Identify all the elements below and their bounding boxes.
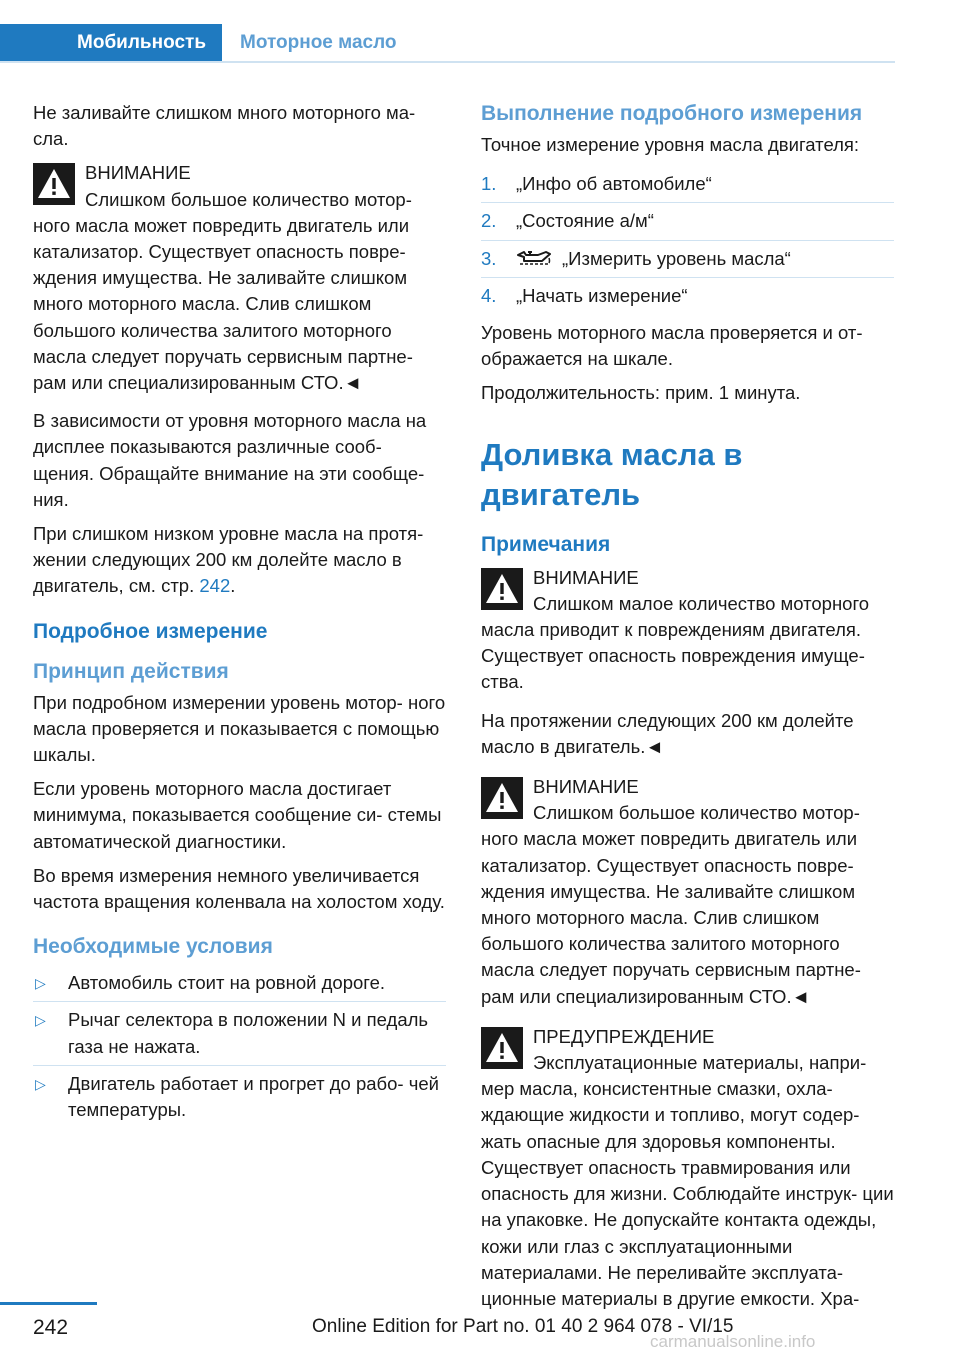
bullet-arrow-icon: ▷ <box>35 1012 46 1029</box>
list-item <box>33 1002 446 1065</box>
chapter-heading: Доливка масла в двигатель <box>481 436 743 512</box>
paragraph-text: При слишком низком уровне масла на протя- жении следующих 200 км долейте масло в двигатель, см. стр. <box>33 523 424 597</box>
list-item-text: Рычаг селектора в положении N и педаль газа не нажата. <box>68 1009 429 1057</box>
list-item <box>33 965 446 1002</box>
page-reference-link[interactable]: 242 <box>199 575 231 597</box>
list-item <box>481 166 894 203</box>
step-text: „Измерить уровень масла“ <box>562 247 791 269</box>
warning-box <box>481 565 894 696</box>
warning-triangle-icon <box>481 777 523 819</box>
step-number: 3. <box>481 247 497 269</box>
bullet-arrow-icon: ▷ <box>35 975 46 992</box>
warning-triangle-icon <box>33 163 75 205</box>
warning-title: ВНИМАНИЕ <box>85 162 191 184</box>
page-header <box>0 0 895 62</box>
warning-triangle-icon <box>481 568 523 610</box>
paragraph: Если уровень моторного масла достигает минимума, показывается сообщение си- стемы автоматической диагностики. <box>33 778 442 852</box>
section-heading: Примечания <box>481 532 611 556</box>
paragraph: На протяжении следующих 200 км долейте масло в двигатель.◄ <box>481 709 854 757</box>
warning-box <box>481 774 894 1010</box>
warning-text: Эксплуатационные материалы, напри- мер масла, консистентные смазки, охла- ждающие жидкости и топливо, могут содер- жать опасные для здоровья компоненты. Существует опасность травмирования или опасность для жизни. Соблюдайте инструк- ции на упаковке. Не допускайте контакта одежды, кожи или глаз с эксплуатационными материалами. Не переливайте эксплуата- ционные материалы в другие емкости. Хра- <box>481 1052 894 1309</box>
list-item <box>481 278 894 314</box>
paragraph: Уровень моторного масла проверяется и от- ображается на шкале. <box>481 322 863 370</box>
subsection-heading: Принцип действия <box>33 659 229 683</box>
steps-list <box>481 166 894 314</box>
warning-text: Слишком малое количество моторного масла приводит к повреждениям двигателя. Существует опасность повреждения имуще- ства. <box>481 592 870 693</box>
header-divider <box>0 61 895 63</box>
list-item-text: Автомобиль стоит на ровной дороге. <box>68 972 386 994</box>
paragraph <box>33 521 446 600</box>
watermark: carmanualsonline.info <box>650 1332 816 1351</box>
list-item <box>33 1066 446 1128</box>
warning-box <box>481 1024 894 1312</box>
section-heading: Выполнение подробного измерения <box>481 102 863 125</box>
paragraph-end: . <box>230 575 236 597</box>
paragraph: Точное измерение уровня масла двигателя: <box>481 134 860 155</box>
paragraph: Не заливайте слишком много моторного ма- сла. <box>33 102 416 150</box>
footer-divider <box>0 1302 97 1305</box>
paragraph: Во время измерения немного увеличивается частота вращения коленвала на холостом ходу. <box>33 864 445 913</box>
step-text: „Инфо об автомобиле“ <box>516 173 712 195</box>
subsection-heading: Необходимые условия <box>33 935 273 959</box>
bullet-arrow-icon: ▷ <box>35 1075 46 1092</box>
warning-triangle-icon <box>481 1027 523 1069</box>
oil-can-icon <box>516 249 552 267</box>
step-number: 2. <box>481 210 497 232</box>
step-text: „Состояние а/м“ <box>516 210 654 232</box>
warning-text: Слишком большое количество мотор- ного масла может повредить двигатель или катализатор. Существует опасность повре- ждения имущества. Не заливайте слишком много моторного масла. Слив слишком большого количества залитого моторного масла следует поручать сервисным партне- рам или специализированным СТО.◄ <box>33 188 413 394</box>
warning-box <box>33 160 446 396</box>
section-tab-engine-oil: Моторное масло <box>240 32 397 53</box>
right-column <box>481 100 894 1324</box>
page-number: 242 <box>33 1316 69 1339</box>
edition-note: Online Edition for Part no. 01 40 2 964 078 - VI/15 <box>312 1316 734 1337</box>
list-item-text: Двигатель работает и прогрет до рабо- чей температуры. <box>68 1072 439 1121</box>
step-number: 4. <box>481 284 497 306</box>
conditions-list <box>33 965 446 1128</box>
warning-title: ПРЕДУПРЕЖДЕНИЕ <box>533 1025 715 1047</box>
warning-text: Слишком большое количество мотор- ного масла может повредить двигатель или катализатор. Существует опасность повре- ждения имущества. Не заливайте слишком много моторного масла. Слив слишком большого количества залитого моторного масла следует поручать сервисным партне- рам или специализированным СТО.◄ <box>481 802 861 1007</box>
paragraph: В зависимости от уровня моторного масла на дисплее показываются различные сооб- щения. Обращайте внимание на эти сообще- ния. <box>33 410 427 510</box>
paragraph: При подробном измерении уровень мотор- ного масла проверяется и показывается с помощью шкалы. <box>33 691 446 766</box>
left-column <box>33 100 446 1128</box>
section-tab-mobility: Мобильность <box>0 24 222 62</box>
step-text: „Начать измерение“ <box>516 284 688 306</box>
warning-title: ВНИМАНИЕ <box>533 776 639 798</box>
list-item <box>481 203 894 240</box>
warning-title: ВНИМАНИЕ <box>533 566 639 588</box>
step-number: 1. <box>481 173 497 195</box>
list-item <box>481 241 894 278</box>
paragraph: Продолжительность: прим. 1 минута. <box>481 382 801 404</box>
section-heading: Подробное измерение <box>33 619 268 643</box>
